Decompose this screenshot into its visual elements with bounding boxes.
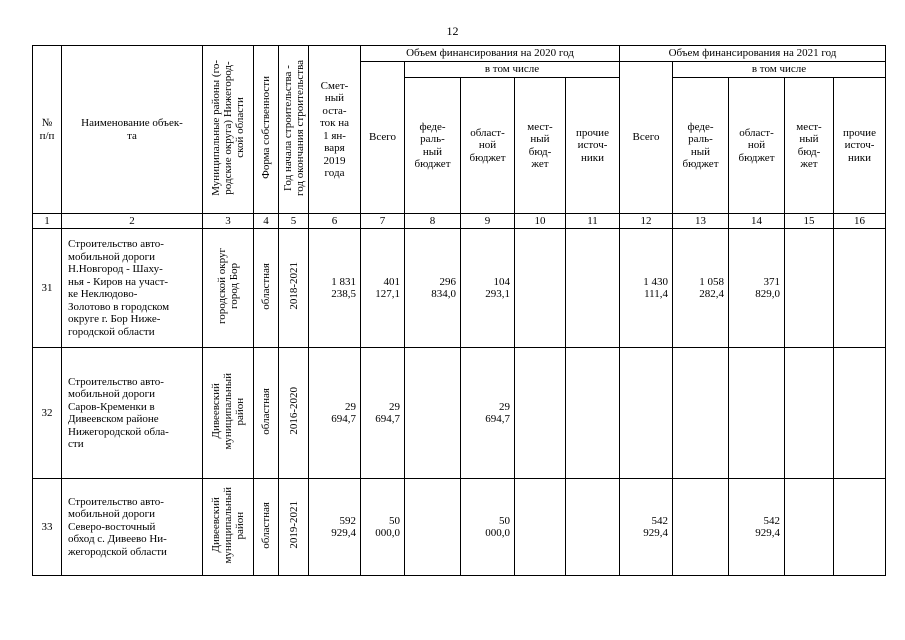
ownership-cell [254, 229, 279, 348]
total-2021-value: 1 430 111,4 [620, 229, 673, 348]
years-text: 2016-2020 [287, 387, 300, 436]
header-number: № п/п [33, 46, 62, 214]
other-2021-value [834, 348, 886, 479]
years-cell [279, 348, 309, 479]
column-index: 9 [461, 214, 515, 229]
column-index: 7 [361, 214, 405, 229]
district-text: Дивеевский муниципальный район [210, 372, 246, 450]
ownership-cell [254, 348, 279, 479]
local-2021-value [785, 229, 834, 348]
table-row [33, 348, 886, 479]
table-row [33, 479, 886, 576]
regional-2020-value: 50 000,0 [461, 479, 515, 576]
header-district [203, 46, 254, 214]
column-index: 1 [33, 214, 62, 229]
regional-2021-value: 542 929,4 [729, 479, 785, 576]
object-name: Строительство авто- мобильной дороги Саров-Кременки в Дивеевском районе Нижегородской обла- сти [62, 348, 203, 479]
regional-2020-value: 29 694,7 [461, 348, 515, 479]
header-years [279, 46, 309, 214]
total-2020-value: 401 127,1 [361, 229, 405, 348]
page-number: 12 [446, 24, 459, 38]
federal-2021-value [673, 348, 729, 479]
column-index: 5 [279, 214, 309, 229]
object-name: Строительство авто- мобильной дороги Северо-восточный обход с. Дивеево Ни- жегородской области [62, 479, 203, 576]
other-2020-value [566, 229, 620, 348]
local-2020-value [515, 229, 566, 348]
regional-2021-value [729, 348, 785, 479]
column-index: 2 [62, 214, 203, 229]
local-2020-value [515, 479, 566, 576]
federal-2021-value [673, 479, 729, 576]
header-2020-including: в том числе [405, 62, 620, 78]
header-2020-total: Всего [361, 62, 405, 214]
regional-2021-value: 371 829,0 [729, 229, 785, 348]
years-cell [279, 479, 309, 576]
years-text: 2018-2021 [287, 262, 300, 311]
column-index: 12 [620, 214, 673, 229]
regional-2020-value: 104 293,1 [461, 229, 515, 348]
local-2020-value [515, 348, 566, 479]
years-cell [279, 229, 309, 348]
federal-2020-value [405, 348, 461, 479]
district-cell [203, 348, 254, 479]
header-district-text: Муниципальные районы (го- родские округа) Нижегород- ской области [210, 59, 246, 196]
header-years-text: Год начала строительства - год окончания строительства [281, 59, 306, 196]
remainder-value: 29 694,7 [309, 348, 361, 479]
remainder-value: 592 929,4 [309, 479, 361, 576]
header-2021-including: в том числе [673, 62, 886, 78]
federal-2021-value: 1 058 282,4 [673, 229, 729, 348]
district-text: Дивеевский муниципальный район [210, 486, 246, 564]
total-2020-value: 50 000,0 [361, 479, 405, 576]
local-2021-value [785, 348, 834, 479]
column-index: 6 [309, 214, 361, 229]
header-2021-local: мест- ный бюд- жет [785, 78, 834, 214]
remainder-value: 1 831 238,5 [309, 229, 361, 348]
ownership-text: областная [260, 501, 272, 549]
header-remainder: Смет- ный оста- ток на 1 ян- варя 2019 года [309, 46, 361, 214]
other-2020-value [566, 479, 620, 576]
header-2021-federal: феде- раль- ный бюджет [673, 78, 729, 214]
header-object-name: Наименование объек- та [62, 46, 203, 214]
financing-table [32, 45, 886, 576]
column-index: 3 [203, 214, 254, 229]
total-2021-value: 542 929,4 [620, 479, 673, 576]
header-2020-other: прочие источ- ники [566, 78, 620, 214]
ownership-text: областная [260, 387, 272, 435]
table-row [33, 229, 886, 348]
local-2021-value [785, 479, 834, 576]
district-cell [203, 229, 254, 348]
ownership-text: областная [260, 262, 272, 310]
other-2021-value [834, 479, 886, 576]
row-number: 33 [33, 479, 62, 576]
federal-2020-value: 296 834,0 [405, 229, 461, 348]
header-2020-regional: област- ной бюджет [461, 78, 515, 214]
column-index: 8 [405, 214, 461, 229]
district-text: городской округ город Бор [216, 248, 240, 325]
header-2021-total: Всего [620, 62, 673, 214]
row-number: 32 [33, 348, 62, 479]
column-index-row [33, 214, 886, 229]
row-number: 31 [33, 229, 62, 348]
header-2020-local: мест- ный бюд- жет [515, 78, 566, 214]
header-ownership-text: Форма собственности [260, 76, 272, 180]
header-group-2021: Объем финансирования на 2021 год [620, 46, 886, 62]
column-index: 13 [673, 214, 729, 229]
header-2020-federal: феде- раль- ный бюджет [405, 78, 461, 214]
total-2020-value: 29 694,7 [361, 348, 405, 479]
object-name: Строительство авто- мобильной дороги Н.Новгород - Шаху- нья - Киров на участ- ке Неклюдово- Золотово в городском округе г. Бор Ниже- городской области [62, 229, 203, 348]
header-2021-other: прочие источ- ники [834, 78, 886, 214]
other-2020-value [566, 348, 620, 479]
column-index: 10 [515, 214, 566, 229]
header-2021-regional: област- ной бюджет [729, 78, 785, 214]
column-index: 16 [834, 214, 886, 229]
column-index: 15 [785, 214, 834, 229]
district-cell [203, 479, 254, 576]
column-index: 14 [729, 214, 785, 229]
federal-2020-value [405, 479, 461, 576]
column-index: 4 [254, 214, 279, 229]
other-2021-value [834, 229, 886, 348]
header-group-2020: Объем финансирования на 2020 год [361, 46, 620, 62]
header-ownership [254, 46, 279, 214]
total-2021-value [620, 348, 673, 479]
years-text: 2019-2021 [287, 501, 300, 550]
column-index: 11 [566, 214, 620, 229]
ownership-cell [254, 479, 279, 576]
